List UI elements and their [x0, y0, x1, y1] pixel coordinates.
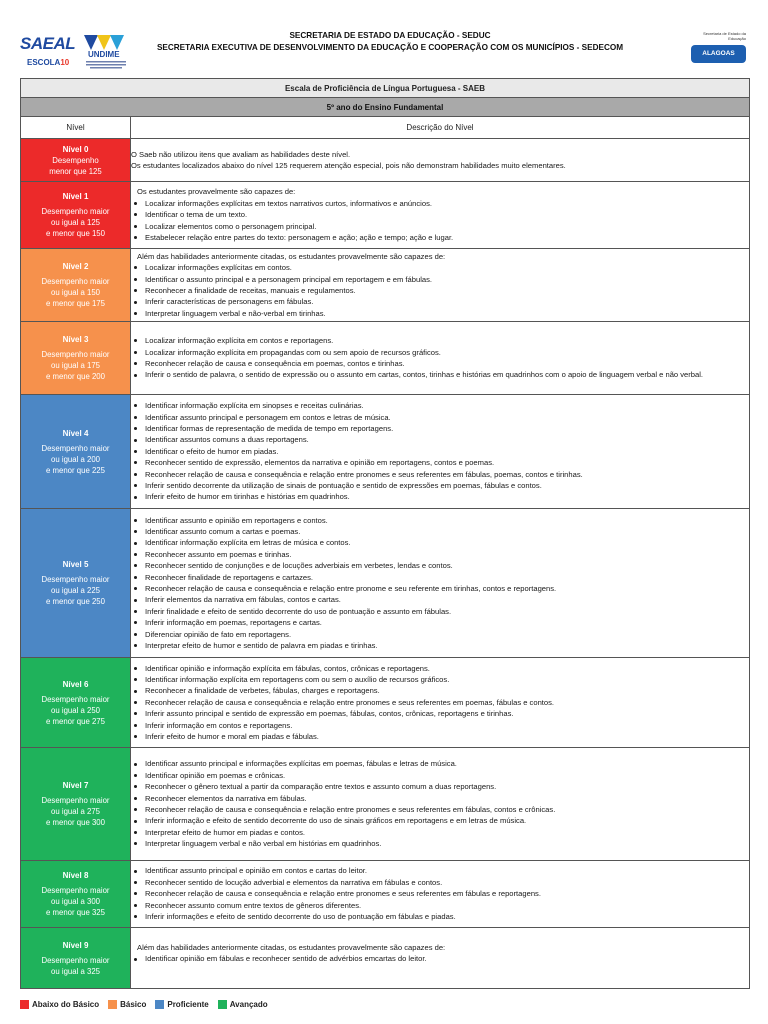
skill-item: Identificar opinião em poemas e crônicas.: [145, 770, 749, 781]
level-range-line: Desempenho maior: [41, 796, 110, 805]
level-row: [21, 658, 750, 748]
alagoas-logo: ALAGOAS: [691, 45, 746, 63]
level-range-line: menor que 125: [49, 166, 102, 176]
secretaria-educacao-logo-text: Secretaria de Estado da Educação: [703, 31, 746, 41]
level-cell: [21, 928, 131, 989]
undime-logo-text: UNDIME: [88, 50, 120, 59]
skill-item: Reconhecer relação de causa e consequência e relação entre pronomes e seus referentes em fábulas, contos e crônicas.: [145, 804, 749, 815]
level-range-line: e menor que 200: [46, 372, 105, 381]
undime-subtitle-lines-icon: [86, 60, 126, 70]
skill-item: Localizar informações explícitas em contos.: [145, 262, 749, 273]
skill-item: Reconhecer sentido de locução adverbial e elementos da narrativa em fábulas e contos.: [145, 877, 749, 888]
level-description: [131, 182, 750, 249]
level-description: [131, 928, 750, 989]
level-range-line: Desempenho: [52, 155, 99, 165]
level-name: Nível 7: [62, 781, 89, 790]
level-paragraph: Os estudantes localizados abaixo do nível 125 requerem atenção especial, pois não demonstram habilidades muito elementares.: [131, 161, 566, 170]
skill-item: Reconhecer elementos da narrativa em fábulas.: [145, 793, 749, 804]
level-description: [131, 861, 750, 928]
skills-list: [131, 663, 749, 743]
skills-list: [131, 865, 749, 922]
level-range-line: Desempenho maior: [41, 955, 110, 965]
level-range-line: Desempenho maior: [41, 443, 110, 453]
legend-label: Abaixo do Básico: [32, 1000, 100, 1009]
level-row: [21, 928, 750, 989]
skill-item: Identificar assunto principal e opinião em contos e cartas do leitor.: [145, 865, 749, 876]
skill-item: Inferir o sentido de palavra, o sentido de expressão ou o assunto em cartas, contos, tirinhas e histórias em quadrinhos com o apoio de linguagem verbal e não verbal.: [145, 369, 749, 380]
level-description: [131, 249, 750, 322]
skills-list: [131, 335, 749, 381]
level-description: [131, 509, 750, 658]
level-name: Nível 8: [62, 871, 89, 880]
level-cell: [21, 182, 131, 249]
level-range-line: e menor que 225: [46, 465, 105, 475]
level-range-line: e menor que 325: [46, 908, 105, 917]
skill-item: Reconhecer o gênero textual a partir da comparação entre textos e assunto comum a duas reportagens.: [145, 781, 749, 792]
proficiency-table: [20, 78, 750, 989]
level-range-line: ou igual a 225: [51, 586, 100, 595]
skill-item: Identificar assunto e opinião em reportagens e contos.: [145, 515, 749, 526]
skill-item: Identificar o assunto principal e a personagem principal em reportagem e em fábulas.: [145, 274, 749, 285]
skills-list: [131, 953, 749, 964]
level-range-line: ou igual a 300: [51, 897, 100, 906]
level-row: [21, 182, 750, 249]
legend-label: Básico: [120, 1000, 147, 1009]
skills-list: [131, 758, 749, 849]
level-name: Nível 6: [62, 679, 89, 689]
skill-item: Inferir sentido decorrente da utilização de sinais de pontuação e sentido de expressões em poemas, fábulas e contos.: [145, 480, 749, 491]
skill-item: Interpretar linguagem verbal e não-verbal em tirinhas.: [145, 308, 749, 319]
skill-item: Reconhecer assunto comum entre textos de gêneros diferentes.: [145, 900, 749, 911]
skill-item: Reconhecer relação de causa e consequência e relação entre pronome e seu referente em tirinhas, contos e reportagens.: [145, 583, 749, 594]
level-row: [21, 139, 750, 182]
skill-item: Localizar informação explícita em propagandas com ou sem apoio de recursos gráficos.: [145, 347, 749, 358]
skill-item: Reconhecer finalidade de reportagens e cartazes.: [145, 572, 749, 583]
skill-item: Inferir elementos da narrativa em fábulas, contos e cartas.: [145, 594, 749, 605]
level-range-line: ou igual a 125: [51, 218, 100, 227]
skill-item: Interpretar linguagem verbal e não verbal em histórias em quadrinhos.: [145, 838, 749, 849]
skill-item: Identificar assunto comum a cartas e poemas.: [145, 526, 749, 537]
skill-item: Identificar informação explícita em sinopses e receitas culinárias.: [145, 400, 749, 411]
legend-swatch: [218, 1000, 227, 1009]
level-range-line: Desempenho maior: [41, 277, 110, 286]
skill-item: Reconhecer relação de causa e consequência e relação entre pronomes e seus referentes em fábulas e reportagens.: [145, 888, 749, 899]
level-range-line: e menor que 175: [46, 299, 105, 308]
legend-swatch: [108, 1000, 117, 1009]
level-name: Nível 0: [62, 144, 89, 154]
level-range-line: Desempenho maior: [41, 350, 110, 359]
undime-logo: [84, 35, 126, 75]
skill-item: Reconhecer relação de causa e consequência e relação entre pronomes e seus referentes em poemas, fábulas e contos.: [145, 697, 749, 708]
skill-item: Identificar formas de representação de medida de tempo em reportagens.: [145, 423, 749, 434]
table-subtitle-row: [21, 98, 750, 117]
header-title-seduc: SECRETARIA DE ESTADO DA EDUCAÇÃO - SEDUC: [289, 31, 491, 40]
level-cell: [21, 861, 131, 928]
skill-item: Diferenciar opinião de fato em reportagens.: [145, 629, 749, 640]
skill-item: Identificar informação explícita em letras de música e contos.: [145, 537, 749, 548]
skill-item: Localizar elementos como o personagem principal.: [145, 221, 749, 232]
level-cell: [21, 748, 131, 861]
level-name: Nível 3: [62, 335, 89, 344]
level-range-line: e menor que 250: [46, 597, 105, 606]
level-range-line: Desempenho maior: [41, 575, 110, 584]
skill-item: Estabelecer relação entre partes do texto: personagem e ação; ação e tempo; ação e lugar.: [145, 232, 749, 243]
skill-item: Inferir finalidade e efeito de sentido decorrente do uso de pontuação e assunto em fábulas.: [145, 606, 749, 617]
level-range-line: Desempenho maior: [41, 207, 110, 216]
skill-item: Inferir informação em contos e reportagens.: [145, 720, 749, 731]
level-range-line: e menor que 275: [46, 716, 105, 726]
level-intro: Os estudantes provavelmente são capazes de:: [137, 187, 296, 197]
level-cell: [21, 658, 131, 748]
skill-item: Inferir informações e efeito de sentido decorrente do uso de pontuação em fábulas e piadas.: [145, 911, 749, 922]
skill-item: Identificar assuntos comuns a duas reportagens.: [145, 434, 749, 445]
level-row: [21, 861, 750, 928]
level-row: [21, 395, 750, 509]
legend-swatch: [20, 1000, 29, 1009]
skill-item: Identificar opinião em fábulas e reconhecer sentido de advérbios emcartas do leitor.: [145, 953, 749, 964]
skill-item: Inferir informação e efeito de sentido decorrente do uso de sinais gráficos em reportagens e em letras de música.: [145, 815, 749, 826]
level-range-line: ou igual a 325: [51, 966, 100, 976]
skill-item: Reconhecer sentido de expressão, elementos da narrativa e opinião em reportagens, contos e poemas.: [145, 457, 749, 468]
skill-item: Reconhecer sentido de conjunções e de locuções adverbiais em verbetes, lendas e contos.: [145, 560, 749, 571]
level-range-line: ou igual a 275: [51, 807, 100, 816]
skills-list: [131, 515, 749, 652]
level-name: Nível 9: [62, 940, 89, 950]
skill-item: Identificar assunto principal e personagem em contos e letras de música.: [145, 412, 749, 423]
level-description: [131, 748, 750, 861]
skill-item: Inferir efeito de humor e moral em piadas e fábulas.: [145, 731, 749, 742]
level-name: Nível 2: [62, 262, 89, 271]
level-description: [131, 395, 750, 509]
level-cell: [21, 395, 131, 509]
skill-item: Localizar informação explícita em contos e reportagens.: [145, 335, 749, 346]
skill-item: Reconhecer assunto em poemas e tirinhas.: [145, 549, 749, 560]
level-range-line: ou igual a 175: [51, 361, 100, 370]
level-row: [21, 509, 750, 658]
skill-item: Inferir características de personagens em fábulas.: [145, 296, 749, 307]
skill-item: Localizar informações explícitas em textos narrativos curtos, informativos e anúncios.: [145, 198, 749, 209]
level-row: [21, 748, 750, 861]
skills-list: [131, 262, 749, 319]
skills-list: [131, 400, 749, 503]
level-name: Nível 1: [62, 192, 89, 201]
table-title: Escala de Proficiência de Língua Portuguesa - SAEB: [21, 79, 750, 98]
table-subtitle: 5º ano do Ensino Fundamental: [21, 98, 750, 117]
column-header-level: Nível: [21, 117, 131, 139]
legend-label: Avançado: [229, 1000, 268, 1009]
skills-list: [131, 198, 749, 244]
level-intro: Além das habilidades anteriormente citadas, os estudantes provavelmente são capazes de:: [137, 251, 446, 261]
level-name: Nível 5: [62, 560, 89, 569]
level-intro: Além das habilidades anteriormente citadas, os estudantes provavelmente são capazes de:: [137, 943, 446, 952]
legend-label: Proficiente: [167, 1000, 209, 1009]
level-range-line: e menor que 300: [46, 818, 105, 827]
level-range-line: Desempenho maior: [41, 886, 110, 895]
level-range-line: e menor que 150: [46, 229, 105, 238]
skill-item: Identificar assunto principal e informações explícitas em poemas, fábulas e letras de música.: [145, 758, 749, 769]
skill-item: Identificar o tema de um texto.: [145, 209, 749, 220]
level-paragraph: O Saeb não utilizou itens que avaliam as habilidades deste nível.: [131, 149, 351, 159]
skill-item: Identificar informação explícita em reportagens com ou sem o auxílio de recursos gráficos.: [145, 674, 749, 685]
level-range-line: Desempenho maior: [41, 694, 110, 704]
level-range-line: ou igual a 250: [51, 705, 100, 715]
level-description: [131, 139, 750, 182]
level-cell: [21, 509, 131, 658]
undime-mark-icon: [84, 35, 124, 50]
level-cell: [21, 139, 131, 182]
level-range-line: ou igual a 200: [51, 454, 100, 464]
skill-item: Inferir informação em poemas, reportagens e cartas.: [145, 617, 749, 628]
level-cell: [21, 249, 131, 322]
saeal-logo: SAEAL: [20, 34, 76, 53]
color-legend: [20, 1000, 277, 1014]
column-header-description: Descrição do Nível: [131, 117, 750, 139]
level-description: [131, 658, 750, 748]
skill-item: Identificar opinião e informação explícita em fábulas, contos, crônicas e reportagens.: [145, 663, 749, 674]
table-header-row: [21, 117, 750, 139]
skill-item: Reconhecer relação de causa e consequência e relação entre pronomes e seus referentes em fábulas, poemas, contos e tirinhas.: [145, 469, 749, 480]
skill-item: Inferir efeito de humor em tirinhas e histórias em quadrinhos.: [145, 491, 749, 502]
legend-item: [218, 1000, 268, 1009]
legend-item: [20, 1000, 99, 1009]
skill-item: Reconhecer a finalidade de verbetes, fábulas, charges e reportagens.: [145, 685, 749, 696]
page-header: [0, 0, 768, 78]
skill-item: Reconhecer relação de causa e consequência em poemas, contos e tirinhas.: [145, 358, 749, 369]
header-title-sedecom: SECRETARIA EXECUTIVA DE DESENVOLVIMENTO DA EDUCAÇÃO E COOPERAÇÃO COM OS MUNICÍPIOS - SEDECOM: [156, 43, 624, 52]
level-description: [131, 322, 750, 395]
skill-item: Identificar o efeito de humor em piadas.: [145, 446, 749, 457]
escola-10-logo: ESCOLA10: [27, 58, 70, 67]
level-cell: [21, 322, 131, 395]
table-title-row: [21, 79, 750, 98]
legend-item: [155, 1000, 208, 1009]
skill-item: Interpretar efeito de humor e sentido de palavra em piadas e tirinhas.: [145, 640, 749, 651]
skill-item: Interpretar efeito de humor em piadas e contos.: [145, 827, 749, 838]
skill-item: Reconhecer a finalidade de receitas, manuais e regulamentos.: [145, 285, 749, 296]
level-range-line: ou igual a 150: [51, 288, 100, 297]
legend-swatch: [155, 1000, 164, 1009]
legend-item: [108, 1000, 146, 1009]
skill-item: Inferir assunto principal e sentido de expressão em poemas, fábulas, contos, crônicas, reportagens e tirinhas.: [145, 708, 749, 719]
level-row: [21, 322, 750, 395]
level-row: [21, 249, 750, 322]
level-name: Nível 4: [62, 428, 89, 438]
